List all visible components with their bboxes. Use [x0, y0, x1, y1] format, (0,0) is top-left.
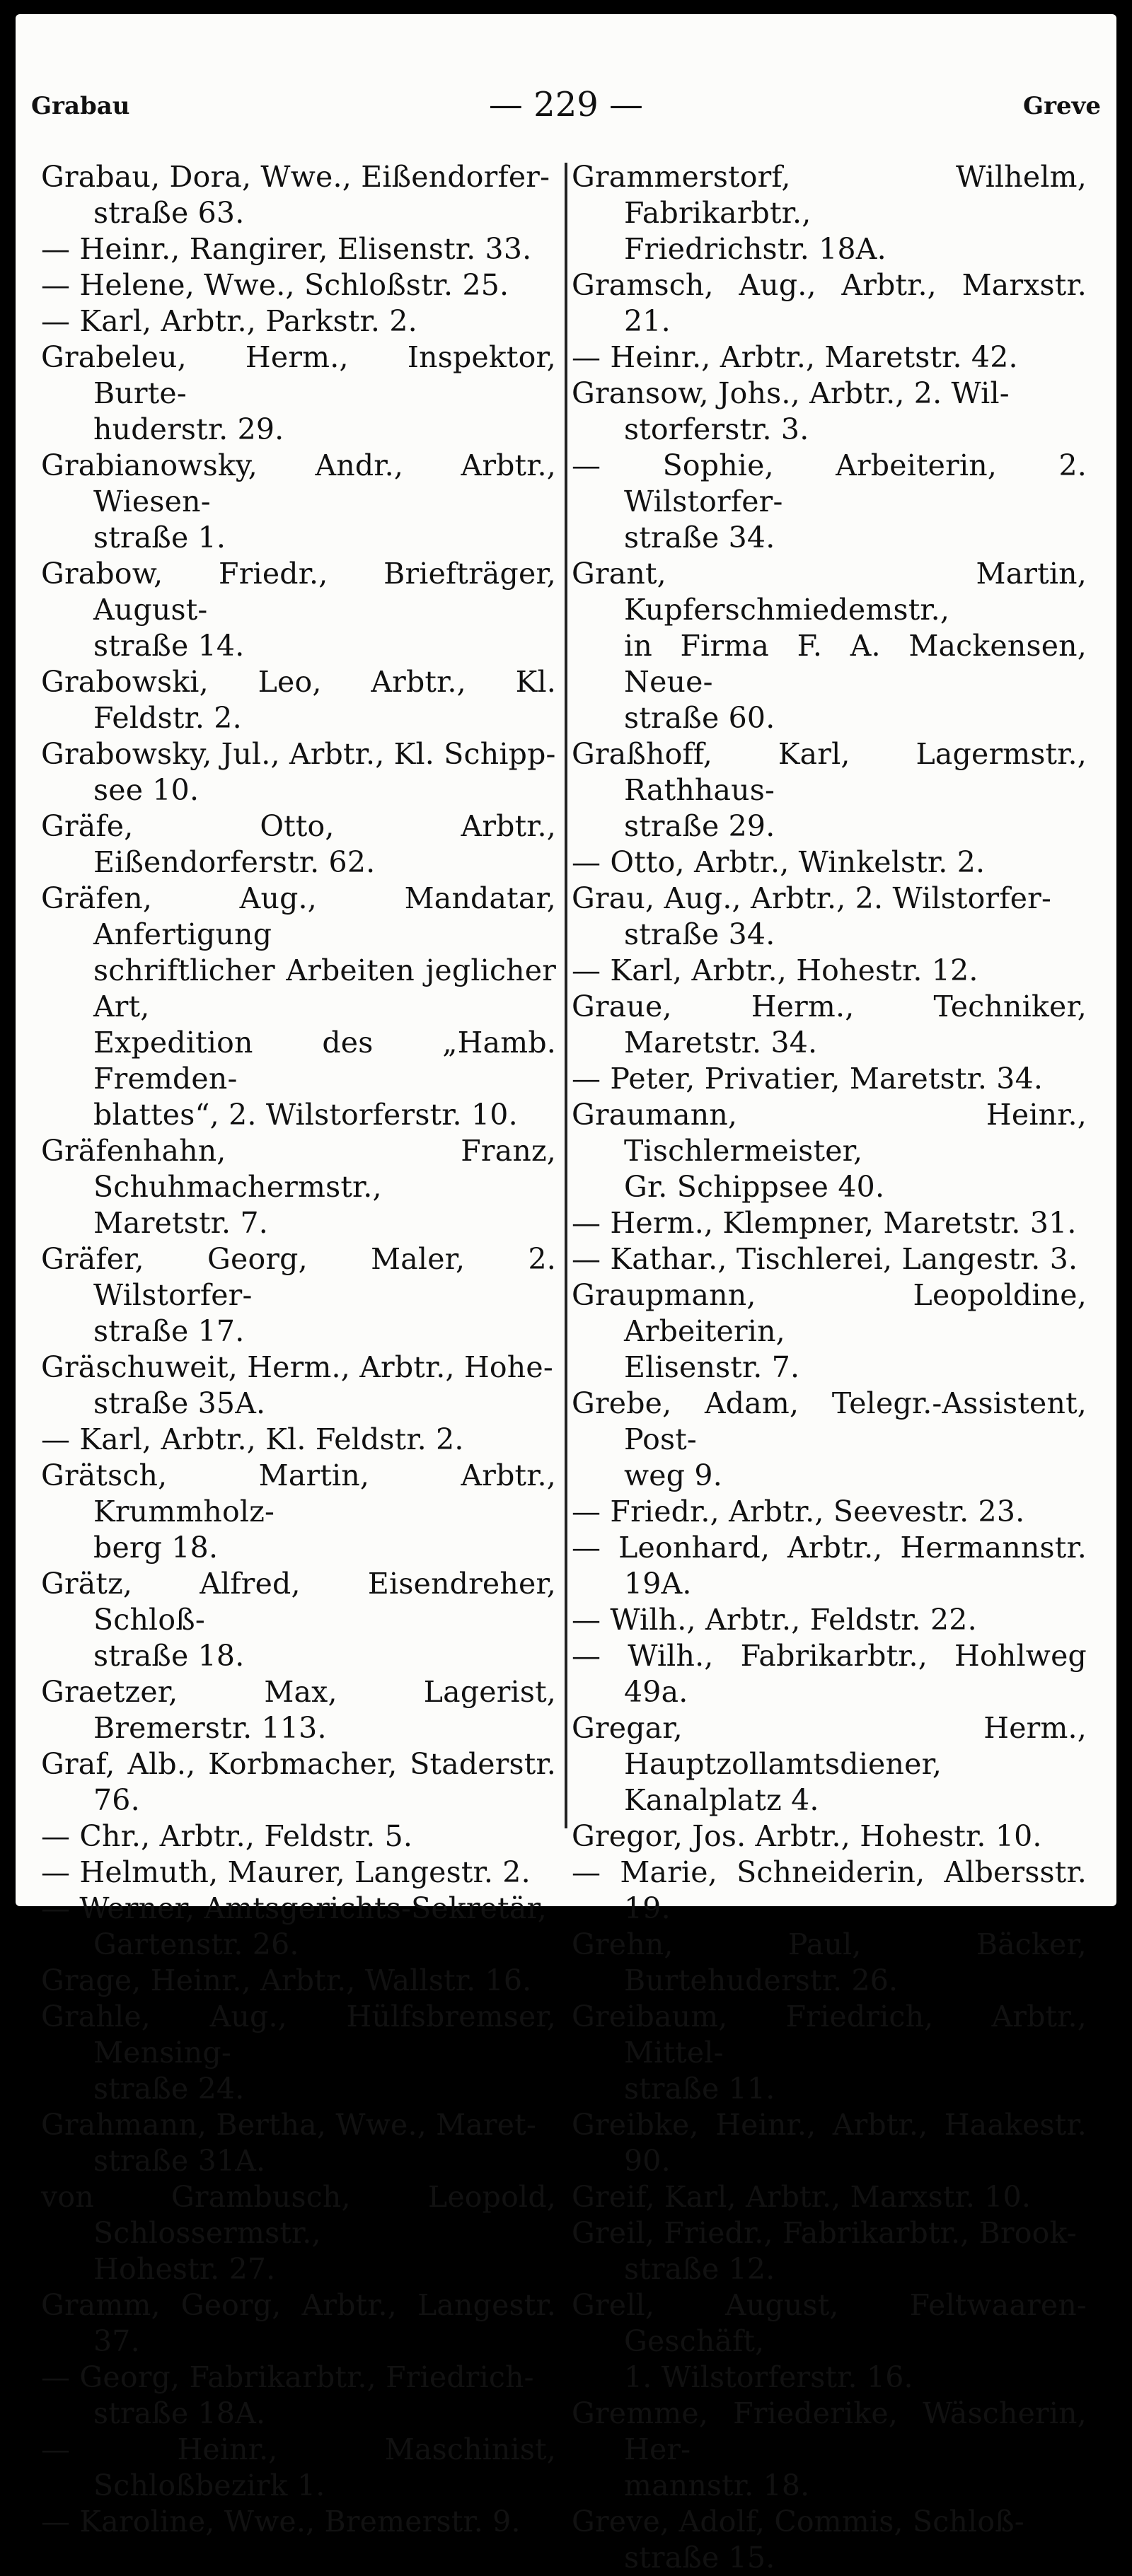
directory-entry: Grabeleu, Herm., Inspektor, Burte- huderstr. 29.	[41, 340, 556, 446]
directory-entry: Grahle, Aug., Hülfsbremser, Mensing- straße 24.	[41, 2000, 556, 2106]
directory-entry: Grätz, Alfred, Eisendreher, Schloß- straße 18.	[41, 1567, 556, 1673]
directory-entry: — Heinr., Arbtr., Maretstr. 42.	[572, 340, 1018, 374]
directory-entry: Gräfenhahn, Franz, Schuhmachermstr., Maretstr. 7.	[41, 1134, 556, 1240]
directory-entry: Grehn, Paul, Bäcker, Burtehuderstr. 26.	[572, 1927, 1087, 1997]
directory-entry: — Georg, Fabrikarbtr., Friedrich- straße 18A.	[41, 2360, 534, 2430]
directory-entry: Grell, August, Feltwaaren-Geschäft, 1. Wilstorferstr. 16.	[572, 2288, 1087, 2394]
directory-entry: — Friedr., Arbtr., Seevestr. 23.	[572, 1495, 1025, 1528]
column-divider	[565, 163, 567, 1828]
page-header	[31, 85, 1101, 134]
directory-entry: — Leonhard, Arbtr., Hermannstr. 19A.	[572, 1531, 1087, 1601]
directory-entry: Gramsch, Aug., Arbtr., Marxstr. 21.	[572, 268, 1087, 338]
directory-entry: — Heinr., Maschinist, Schloßbezirk 1.	[41, 2432, 556, 2502]
directory-entry: — Kathar., Tischlerei, Langestr. 3.	[572, 1242, 1078, 1276]
directory-entry: Gräfe, Otto, Arbtr., Eißendorferstr. 62.	[41, 809, 556, 879]
directory-entry: Greibaum, Friedrich, Arbtr., Mittel- straße 11.	[572, 2000, 1087, 2106]
directory-entry: Greil, Friedr., Fabrikarbtr., Brook- straße 12.	[572, 2216, 1077, 2286]
directory-entry: Graue, Herm., Techniker, Maretstr. 34.	[572, 990, 1087, 1060]
directory-entry: Graumann, Heinr., Tischlermeister, Gr. Schippsee 40.	[572, 1098, 1087, 1204]
directory-entry: — Chr., Arbtr., Feldstr. 5.	[41, 1819, 413, 1853]
directory-entry: Gregar, Herm., Hauptzollamtsdiener, Kanalplatz 4.	[572, 1711, 1087, 1817]
directory-entry: Gramm, Georg, Arbtr., Langestr. 37.	[41, 2288, 556, 2358]
directory-entry: — Wilh., Fabrikarbtr., Hohlweg 49a.	[572, 1639, 1087, 1709]
directory-entry: Greif, Karl, Arbtr., Marxstr. 10.	[572, 2180, 1032, 2214]
directory-entry: — Herm., Klempner, Maretstr. 31.	[572, 1206, 1077, 1240]
header-last-name: Greve	[1023, 92, 1101, 120]
directory-entry: Graf, Alb., Korbmacher, Staderstr. 76.	[41, 1747, 556, 1817]
directory-entry: Grabianowsky, Andr., Arbtr., Wiesen- straße 1.	[41, 448, 556, 555]
page-number: — 229 —	[488, 85, 644, 124]
directory-entry: Grebe, Adam, Telegr.-Assistent, Post- weg 9.	[572, 1386, 1087, 1492]
directory-entry: — Karl, Arbtr., Parkstr. 2.	[41, 304, 417, 338]
directory-entry: — Karl, Arbtr., Kl. Feldstr. 2.	[41, 1422, 464, 1456]
directory-entry: Grabow, Friedr., Briefträger, August- straße 14.	[41, 557, 556, 663]
directory-entry: Greibke, Heinr., Arbtr., Haakestr. 90.	[572, 2108, 1087, 2178]
directory-entry: Gräfen, Aug., Mandatar, Anfertigung schriftlicher Arbeiten jeglicher Art, Expedition des „Hamb. Fremden- blattes“, 2. Wilstorferstr. 10.	[41, 881, 556, 1132]
directory-entry: — Helmuth, Maurer, Langestr. 2.	[41, 1855, 531, 1889]
right-column	[572, 159, 1087, 2576]
directory-entry: von Grambusch, Leopold, Schlossermstr., Hohestr. 27.	[41, 2180, 556, 2286]
directory-entry: Graßhoff, Karl, Lagermstr., Rathhaus- straße 29.	[572, 737, 1087, 843]
header-first-name: Grabau	[31, 92, 130, 120]
directory-entry: Grage, Heinr., Arbtr., Wallstr. 16.	[41, 1963, 532, 1997]
directory-entry: Greve, Adolf, Commis, Schloß- straße 15.	[572, 2505, 1024, 2575]
left-column	[41, 159, 556, 2540]
directory-entry: Gräfer, Georg, Maler, 2. Wilstorfer- straße 17.	[41, 1242, 556, 1348]
directory-entry: — Heinr., Rangirer, Elisenstr. 33.	[41, 232, 532, 266]
directory-entry: Grahmann, Bertha, Wwe., Maret- straße 31A.	[41, 2108, 536, 2178]
directory-entry: — Werner, Amtsgerichts-Sekretär, Gartenstr. 26.	[41, 1891, 547, 1961]
directory-entry: Grant, Martin, Kupferschmiedemstr., in Firma F. A. Mackensen, Neue- straße 60.	[572, 557, 1087, 735]
directory-entry: Grabowsky, Jul., Arbtr., Kl. Schipp- see 10.	[41, 737, 556, 807]
directory-entry: — Wilh., Arbtr., Feldstr. 22.	[572, 1603, 977, 1637]
directory-entry: Gremme, Friederike, Wäscherin, Her- mannstr. 18.	[572, 2396, 1087, 2502]
directory-entry: Graetzer, Max, Lagerist, Bremerstr. 113.	[41, 1675, 556, 1745]
directory-entry: — Karoline, Wwe., Bremerstr. 9.	[41, 2505, 521, 2539]
directory-entry: Grau, Aug., Arbtr., 2. Wilstorfer- straße 34.	[572, 881, 1052, 951]
directory-entry: Gransow, Johs., Arbtr., 2. Wil- storferstr. 3.	[572, 376, 1010, 446]
directory-entry: Grabau, Dora, Wwe., Eißendorfer- straße 63.	[41, 160, 550, 230]
directory-entry: — Marie, Schneiderin, Albersstr. 19.	[572, 1855, 1087, 1925]
directory-entry: — Peter, Privatier, Maretstr. 34.	[572, 1062, 1044, 1096]
directory-entry: Grabowski, Leo, Arbtr., Kl. Feldstr. 2.	[41, 665, 556, 735]
directory-entry: Gräschuweit, Herm., Arbtr., Hohe- straße 35A.	[41, 1350, 553, 1420]
directory-entry: — Otto, Arbtr., Winkelstr. 2.	[572, 845, 986, 879]
directory-entry: — Sophie, Arbeiterin, 2. Wilstorfer- straße 34.	[572, 448, 1087, 555]
directory-entry: Graupmann, Leopoldine, Arbeiterin, Elisenstr. 7.	[572, 1278, 1087, 1384]
directory-entry: — Helene, Wwe., Schloßstr. 25.	[41, 268, 509, 302]
directory-entry: Grammerstorf, Wilhelm, Fabrikarbtr., Friedrichstr. 18A.	[572, 160, 1087, 266]
directory-entry: — Karl, Arbtr., Hohestr. 12.	[572, 953, 978, 987]
directory-entry: Gregor, Jos. Arbtr., Hohestr. 10.	[572, 1819, 1042, 1853]
directory-entry: Grätsch, Martin, Arbtr., Krummholz- berg 18.	[41, 1458, 556, 1565]
